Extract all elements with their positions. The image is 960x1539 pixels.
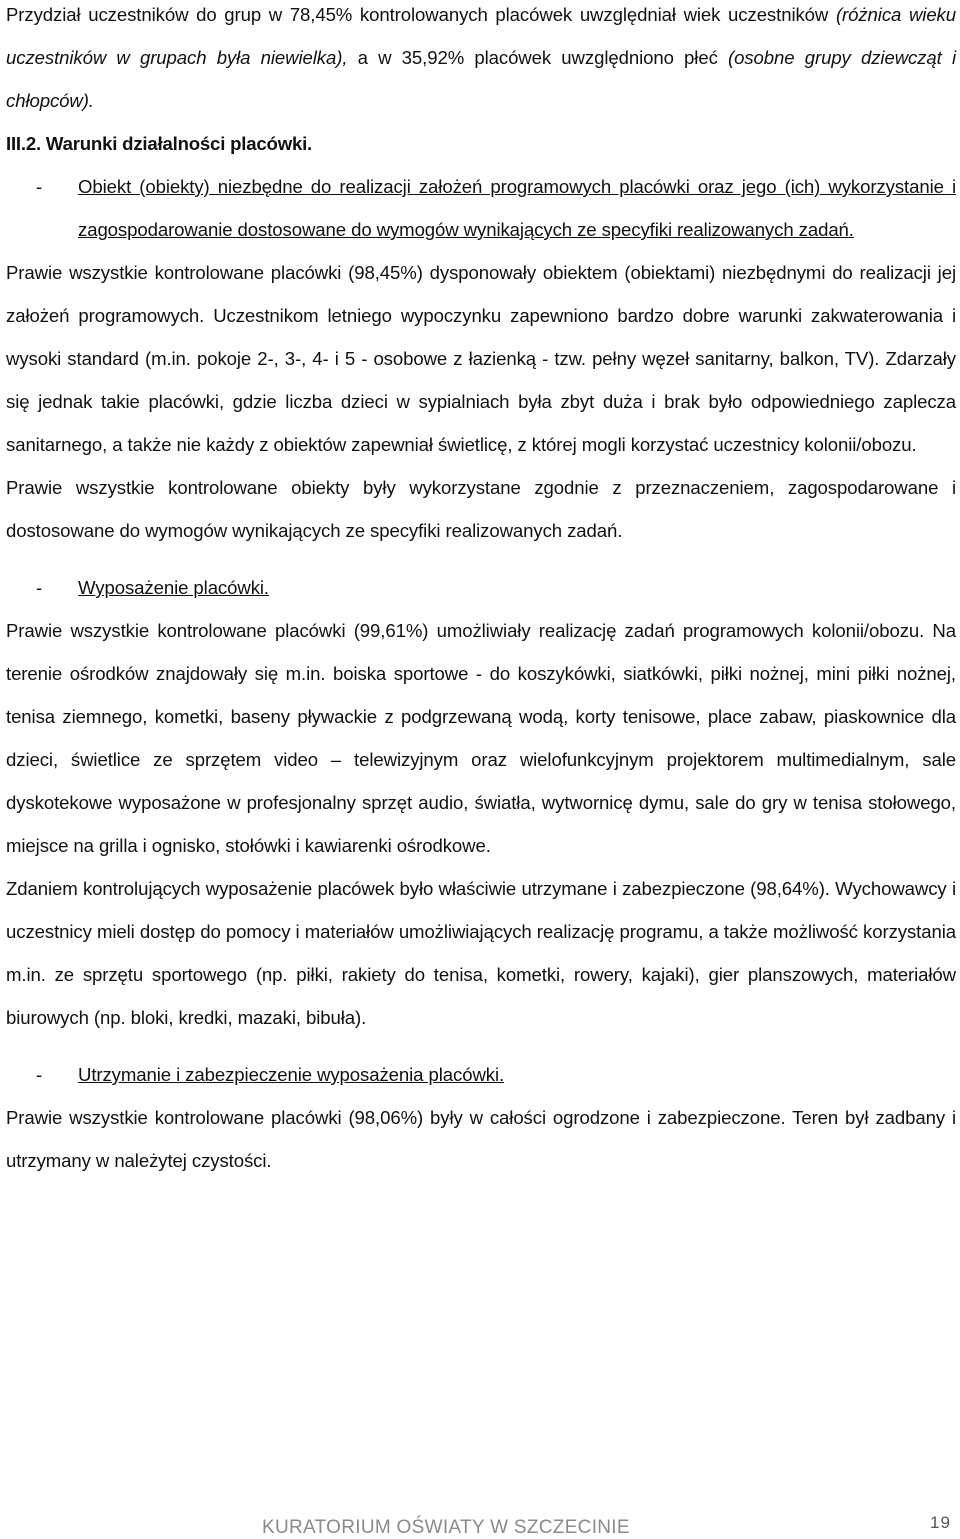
bullet-item-utrzymanie — [6, 1053, 956, 1096]
footer-organization: KURATORIUM OŚWIATY W SZCZECINIE — [262, 1517, 630, 1538]
bullet-dash: - — [36, 176, 43, 197]
intro-text-4-italic: (osobne grupy dziewcząt i chłopców). — [6, 47, 956, 111]
paragraph-wyposazenie: Prawie wszystkie kontrolowane placówki (99,61%) umożliwiały realizację zadań programowych kolonii/obozu. Na terenie ośrodków znajdowały się m.in. boiska sportowe - do koszykówki, siatkówki, piłki nożnej, mini piłki nożnej, tenisa ziemnego, kometki, baseny pływackie z podgrzewaną wodą, korty tenisowe, place zabaw, piaskownice dla dzieci, świetlice ze sprzętem video – telewizyjnym oraz wielofunkcyjnym projektorem multimedialnym, sale dyskotekowe wyposażone w profesjonalny sprzęt audio, światła, wytwornicę dymu, sale do gry w tenisa stołowego, miejsce na grilla i ognisko, stołówki i kawiarenki ośrodkowe. — [6, 620, 956, 856]
page-footer — [0, 1510, 960, 1537]
bullet-dash: - — [36, 1064, 43, 1085]
bullet-text-obiekt: Obiekt (obiekty) niezbędne do realizacji założeń programowych placówki oraz jego (ich) wykorzystanie i zagospodarowanie dostosowane do wymogów wynikających ze specyfiki realizowanych zadań. — [78, 176, 956, 240]
bullet-text-utrzymanie: Utrzymanie i zabezpieczenie wyposażenia placówki. — [78, 1064, 505, 1085]
bullet-item-wyposazenie — [6, 566, 956, 609]
paragraph-obiekty-dysponowanie: Prawie wszystkie kontrolowane placówki (98,45%) dysponowały obiektem (obiektami) niezbędnymi do realizacji jej założeń programowych. Uczestnikom letniego wypoczynku zapewniono bardzo dobre warunki zakwaterowania i wysoki standard (m.in. pokoje 2-, 3-, 4- i 5 - osobowe z łazienką - tzw. pełny węzeł sanitarny, balkon, TV). Zdarzały się jednak takie placówki, gdzie liczba dzieci w sypialniach była zbyt duża i brak było odpowiedniego zaplecza sanitarnego, a także nie każdy z obiektów zapewniał świetlicę, z której mogli korzystać uczestnicy kolonii/obozu. — [6, 262, 956, 455]
intro-paragraph — [6, 0, 956, 122]
paragraph-zabezpieczenie: Prawie wszystkie kontrolowane placówki (98,06%) były w całości ogrodzone i zabezpieczone. Teren był zadbany i utrzymany w należytej czystości. — [6, 1107, 956, 1171]
intro-text-3: a w 35,92% placówek uwzględniono płeć — [347, 47, 729, 68]
intro-text-2-italic: (różnica wieku uczestników w grupach była niewielka), — [6, 4, 956, 68]
bullet-text-wyposazenie: Wyposażenie placówki. — [78, 577, 269, 598]
section-heading: III.2. Warunki działalności placówki. — [6, 133, 313, 154]
bullet-dash: - — [36, 577, 43, 598]
intro-text-1: Przydział uczestników do grup w 78,45% kontrolowanych placówek uwzględniał wiek uczestników — [6, 4, 836, 25]
bullet-item-obiekt — [6, 165, 956, 251]
spacer — [6, 552, 956, 566]
paragraph-utrzymanie-wyposazenia: Zdaniem kontrolujących wyposażenie placówek było właściwie utrzymane i zabezpieczone (98,64%). Wychowawcy i uczestnicy mieli dostęp do pomocy i materiałów umożliwiających realizację programu, a także możliwość korzystania m.in. ze sprzętu sportowego (np. piłki, rakiety do tenisa, kometki, rowery, kajaki), gier planszowych, materiałów biurowych (np. bloki, kredki, mazaki, bibuła). — [6, 878, 956, 1028]
document-page — [6, 0, 956, 1182]
page-number: 19 — [930, 1513, 951, 1532]
spacer — [6, 1039, 956, 1053]
paragraph-obiekty-wykorzystanie: Prawie wszystkie kontrolowane obiekty były wykorzystane zgodnie z przeznaczeniem, zagospodarowane i dostosowane do wymogów wynikających ze specyfiki realizowanych zadań. — [6, 477, 956, 541]
